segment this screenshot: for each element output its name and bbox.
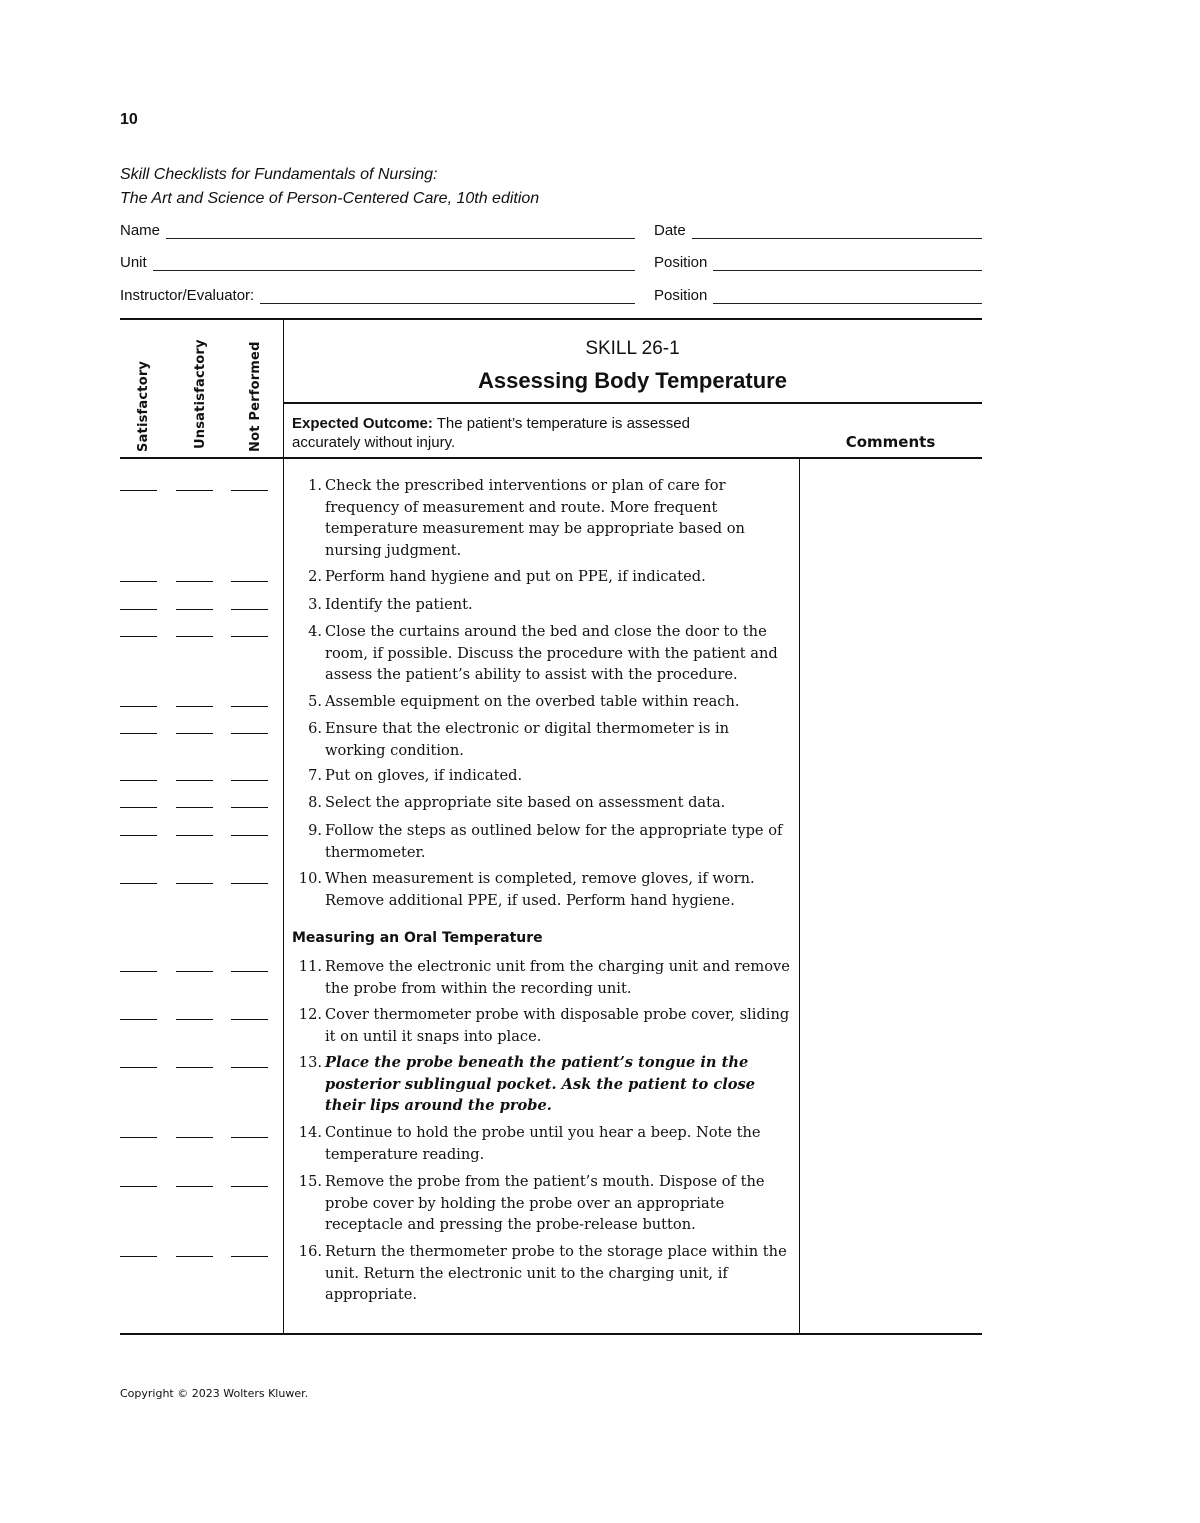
blank-not-performed[interactable] [231, 571, 268, 582]
copyright: Copyright © 2023 Wolters Kluwer. [120, 1387, 309, 1400]
date-field[interactable] [654, 219, 982, 239]
form-row-name [120, 219, 982, 239]
blank-satisfactory[interactable] [120, 1176, 157, 1187]
step-item [292, 475, 792, 561]
book-title-line-2: The Art and Science of Person-Centered Care, 10th edition [120, 190, 540, 207]
unit-label: Unit [120, 254, 147, 271]
step-number: 4. [308, 623, 322, 640]
step-number: 3. [308, 596, 322, 613]
rating-blanks [120, 825, 270, 837]
step-item [292, 1122, 792, 1165]
blank-satisfactory[interactable] [120, 723, 157, 734]
blank-not-performed[interactable] [231, 696, 268, 707]
step-text: Close the curtains around the bed and close the door to the room, if possible. Discuss the procedure with the patient and assess the patient’s ability to assist with the procedure. [325, 623, 778, 684]
blank-satisfactory[interactable] [120, 797, 157, 808]
rating-blanks [120, 797, 270, 809]
position-label-1: Position [654, 254, 708, 271]
blank-satisfactory[interactable] [120, 770, 157, 781]
step-number: 16. [298, 1243, 322, 1260]
blank-unsatisfactory[interactable] [176, 825, 213, 836]
name-field[interactable] [120, 219, 635, 239]
step-text: Ensure that the electronic or digital thermometer is in working condition. [325, 720, 730, 759]
rating-blanks [120, 873, 270, 885]
step-number: 15. [298, 1173, 322, 1190]
step-text: Select the appropriate site based on assessment data. [325, 794, 726, 811]
step-number: 2. [308, 568, 322, 585]
rating-column-divider [283, 319, 284, 1334]
form-row-unit [120, 251, 982, 271]
skill-title: Assessing Body Temperature [478, 368, 787, 393]
blank-satisfactory[interactable] [120, 1057, 157, 1068]
blank-satisfactory[interactable] [120, 1127, 157, 1138]
table-header-rule [120, 457, 982, 459]
blank-unsatisfactory[interactable] [176, 1127, 213, 1138]
blank-unsatisfactory[interactable] [176, 1176, 213, 1187]
rating-blanks [120, 1176, 270, 1188]
blank-not-performed[interactable] [231, 1176, 268, 1187]
blank-not-performed[interactable] [231, 723, 268, 734]
page-number: 10 [120, 111, 138, 128]
blank-unsatisfactory[interactable] [176, 797, 213, 808]
blank-not-performed[interactable] [231, 626, 268, 637]
name-line[interactable] [166, 226, 635, 239]
table-bottom-rule [120, 1333, 982, 1335]
blank-unsatisfactory[interactable] [176, 626, 213, 637]
step-item [292, 566, 792, 588]
step-text: Put on gloves, if indicated. [325, 767, 523, 784]
rating-blanks [120, 599, 270, 611]
comments-column-divider [799, 458, 800, 1334]
position-field-1[interactable] [654, 251, 982, 271]
position-label-2: Position [654, 287, 708, 304]
step-number: 12. [298, 1006, 322, 1023]
blank-not-performed[interactable] [231, 1246, 268, 1257]
step-text: Remove the electronic unit from the charging unit and remove the probe from within the recording unit. [325, 958, 790, 997]
step-text: Identify the patient. [325, 596, 473, 613]
blank-unsatisfactory[interactable] [176, 599, 213, 610]
blank-satisfactory[interactable] [120, 571, 157, 582]
step-text: Perform hand hygiene and put on PPE, if indicated. [325, 568, 706, 585]
blank-unsatisfactory[interactable] [176, 770, 213, 781]
skill-title-rule [283, 402, 982, 404]
blank-satisfactory[interactable] [120, 480, 157, 491]
form-row-instructor [120, 284, 982, 304]
step-item [292, 1052, 792, 1117]
step-item [292, 765, 792, 787]
instructor-line[interactable] [260, 291, 635, 304]
skill-number: SKILL 26-1 [585, 338, 680, 359]
position-line-2[interactable] [713, 291, 982, 304]
rating-blanks [120, 961, 270, 973]
rating-blanks [120, 1009, 270, 1021]
rating-blanks [120, 1246, 270, 1258]
rating-blanks [120, 626, 270, 638]
expected-outcome [292, 414, 762, 452]
expected-outcome-label: Expected Outcome: [292, 415, 433, 432]
step-text: Return the thermometer probe to the storage place within the unit. Return the electronic unit to the charging unit, if appropriate. [325, 1243, 787, 1304]
step-number: 5. [308, 693, 322, 710]
blank-not-performed[interactable] [231, 1009, 268, 1020]
step-text: Cover thermometer probe with disposable probe cover, sliding it on until it snaps into place. [325, 1006, 790, 1045]
blank-not-performed[interactable] [231, 1127, 268, 1138]
step-text: When measurement is completed, remove gloves, if worn. Remove additional PPE, if used. Perform hand hygiene. [325, 870, 755, 909]
position-field-2[interactable] [654, 284, 982, 304]
step-text: Remove the probe from the patient’s mouth. Dispose of the probe cover by holding the probe over an appropriate receptacle and pressing the probe-release button. [325, 1173, 765, 1234]
step-number: 1. [308, 477, 322, 494]
blank-not-performed[interactable] [231, 480, 268, 491]
position-line-1[interactable] [713, 258, 982, 271]
date-label: Date [654, 222, 686, 239]
step-number: 14. [298, 1124, 322, 1141]
step-number: 11. [298, 958, 322, 975]
blank-not-performed[interactable] [231, 961, 268, 972]
rating-blanks [120, 1057, 270, 1069]
blank-satisfactory[interactable] [120, 1009, 157, 1020]
step-number: 9. [308, 822, 322, 839]
step-item [292, 691, 792, 713]
rating-blanks [120, 723, 270, 735]
step-item [292, 1241, 792, 1306]
blank-satisfactory[interactable] [120, 873, 157, 884]
expected-outcome-text: The patient’s temperature is assessed accurately without injury. [292, 415, 690, 451]
instructor-field[interactable] [120, 284, 635, 304]
step-item [292, 868, 792, 911]
unit-field[interactable] [120, 251, 635, 271]
step-item [292, 1004, 792, 1047]
step-number: 7. [308, 767, 322, 784]
book-title [120, 163, 539, 211]
step-text: Place the probe beneath the patient’s tongue in the posterior sublingual pocket. Ask the patient to close their lips around the probe. [325, 1054, 755, 1115]
unit-line[interactable] [153, 258, 635, 271]
blank-not-performed[interactable] [231, 770, 268, 781]
blank-satisfactory[interactable] [120, 825, 157, 836]
blank-unsatisfactory[interactable] [176, 571, 213, 582]
step-number: 10. [298, 870, 322, 887]
blank-unsatisfactory[interactable] [176, 696, 213, 707]
blank-unsatisfactory[interactable] [176, 873, 213, 884]
blank-satisfactory[interactable] [120, 961, 157, 972]
section-heading-oral: Measuring an Oral Temperature [292, 930, 543, 946]
step-item [292, 956, 792, 999]
blank-satisfactory[interactable] [120, 626, 157, 637]
table-top-rule [120, 318, 982, 320]
blank-unsatisfactory[interactable] [176, 961, 213, 972]
step-text: Assemble equipment on the overbed table within reach. [325, 693, 740, 710]
blank-unsatisfactory[interactable] [176, 1009, 213, 1020]
step-text: Check the prescribed interventions or plan of care for frequency of measurement and route. More frequent temperature measurement may be appropriate based on nursing judgment. [325, 477, 745, 559]
name-label: Name [120, 222, 161, 239]
step-number: 13. [298, 1054, 322, 1071]
step-item [292, 594, 792, 616]
comments-header: Comments [845, 433, 936, 451]
book-title-line-1: Skill Checklists for Fundamentals of Nursing: [120, 166, 438, 183]
step-number: 6. [308, 720, 322, 737]
rating-blanks [120, 696, 270, 708]
blank-unsatisfactory[interactable] [176, 1057, 213, 1068]
rating-blanks [120, 480, 270, 492]
rating-blanks [120, 770, 270, 782]
step-item [292, 1171, 792, 1236]
step-item [292, 718, 792, 761]
column-satisfactory: Satisfactory [136, 360, 151, 452]
step-item [292, 621, 792, 686]
blank-satisfactory[interactable] [120, 1246, 157, 1257]
column-unsatisfactory: Unsatisfactory [193, 339, 208, 449]
blank-not-performed[interactable] [231, 797, 268, 808]
blank-satisfactory[interactable] [120, 599, 157, 610]
blank-satisfactory[interactable] [120, 696, 157, 707]
blank-not-performed[interactable] [231, 599, 268, 610]
step-item [292, 820, 792, 863]
step-number: 8. [308, 794, 322, 811]
blank-not-performed[interactable] [231, 1057, 268, 1068]
step-item [292, 792, 792, 814]
instructor-label: Instructor/Evaluator: [120, 287, 255, 304]
blank-not-performed[interactable] [231, 873, 268, 884]
rating-blanks [120, 571, 270, 583]
step-text: Follow the steps as outlined below for the appropriate type of thermometer. [325, 822, 783, 861]
rating-blanks [120, 1127, 270, 1139]
blank-unsatisfactory[interactable] [176, 1246, 213, 1257]
date-line[interactable] [692, 226, 982, 239]
step-text: Continue to hold the probe until you hear a beep. Note the temperature reading. [325, 1124, 761, 1163]
column-not-performed: Not Performed [248, 341, 263, 452]
blank-unsatisfactory[interactable] [176, 723, 213, 734]
blank-not-performed[interactable] [231, 825, 268, 836]
blank-unsatisfactory[interactable] [176, 480, 213, 491]
